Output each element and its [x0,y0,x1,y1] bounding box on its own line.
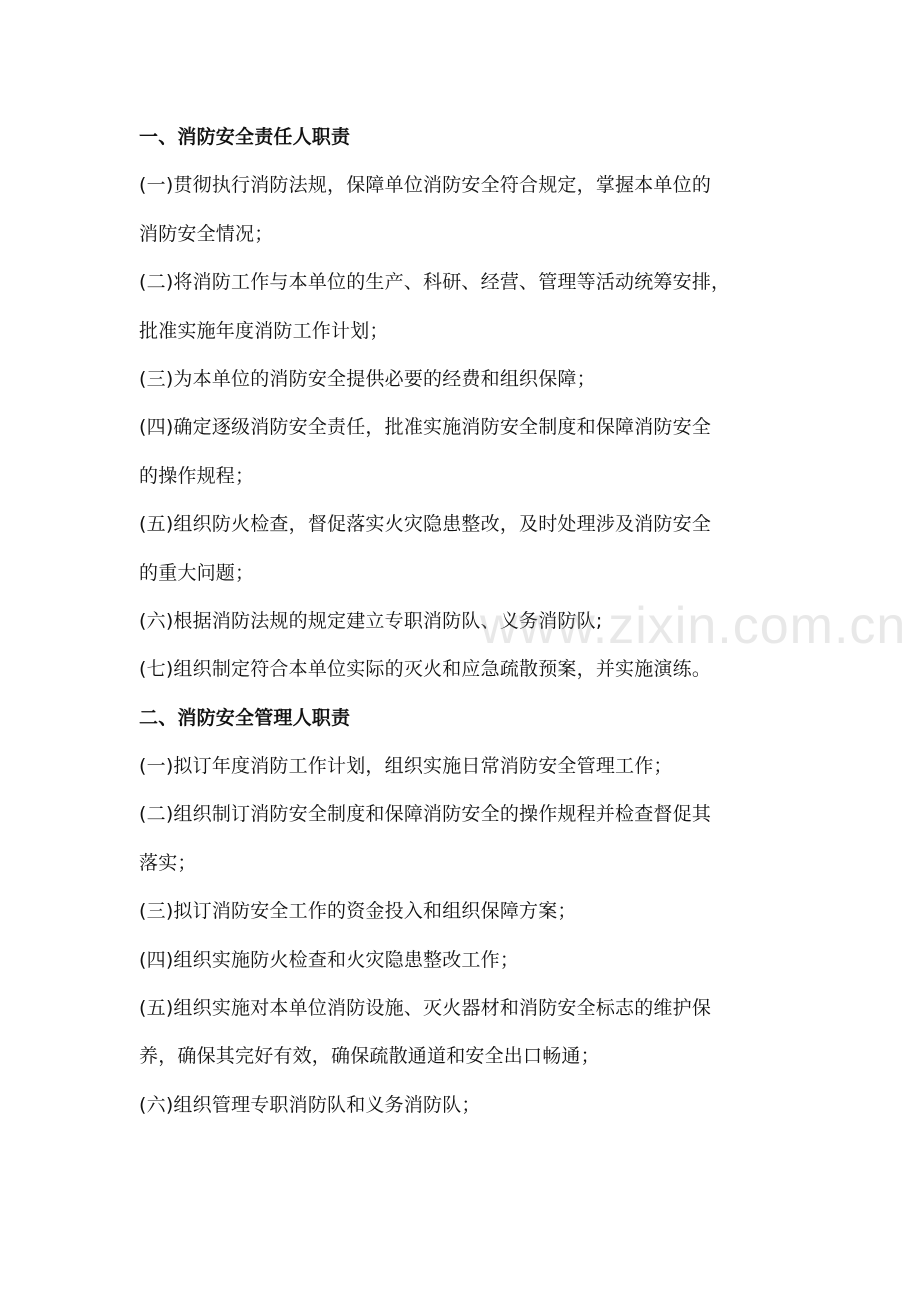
paragraph-line: (三)为本单位的消防安全提供必要的经费和组织保障； [139,367,596,390]
paragraph-line: 的重大问题； [139,561,255,584]
section-heading: 一、消防安全责任人职责 [139,126,351,148]
paragraph-line: 的操作规程； [139,464,255,487]
paragraph-line: (二)组织制订消防安全制度和保障消防安全的操作规程并检查督促其 [139,803,712,826]
watermark: www.zixin.com.cn [480,597,907,655]
paragraph-line: (三)拟订消防安全工作的资金投入和组织保障方案； [139,900,577,923]
paragraph-line: (六)组织管理专职消防队和义务消防队； [139,1093,481,1116]
paragraph-line: (七)组织制定符合本单位实际的灭火和应急疏散预案，并实施演练。 [139,658,712,681]
paragraph-line: (四)组织实施防火检查和火灾隐患整改工作； [139,948,520,971]
paragraph-line: (四)确定逐级消防安全责任，批准实施消防安全制度和保障消防安全 [139,416,712,439]
paragraph-line: 养，确保其完好有效，确保疏散通道和安全出口畅通； [139,1045,600,1068]
paragraph-line: (六)根据消防法规的规定建立专职消防队、义务消防队; [139,609,603,632]
section-heading: 二、消防安全管理人职责 [139,706,351,729]
paragraph-line: (二)将消防工作与本单位的生产、科研、经营、管理等活动统筹安排， [139,271,731,294]
paragraph-line: (五)组织实施对本单位消防设施、灭火器材和消防安全标志的维护保 [139,997,712,1020]
document-body [139,113,809,1129]
paragraph-line: (一)贯彻执行消防法规，保障单位消防安全符合规定，掌握本单位的 [139,174,712,197]
paragraph-line: (五)组织防火检查，督促落实火灾隐患整改，及时处理涉及消防安全 [139,513,712,536]
paragraph-line: 消防安全情况； [139,222,274,245]
paragraph-line: (一)拟订年度消防工作计划，组织实施日常消防安全管理工作； [139,755,673,778]
paragraph-line: 落实； [139,851,197,874]
paragraph-line: 批准实施年度消防工作计划； [139,319,389,342]
